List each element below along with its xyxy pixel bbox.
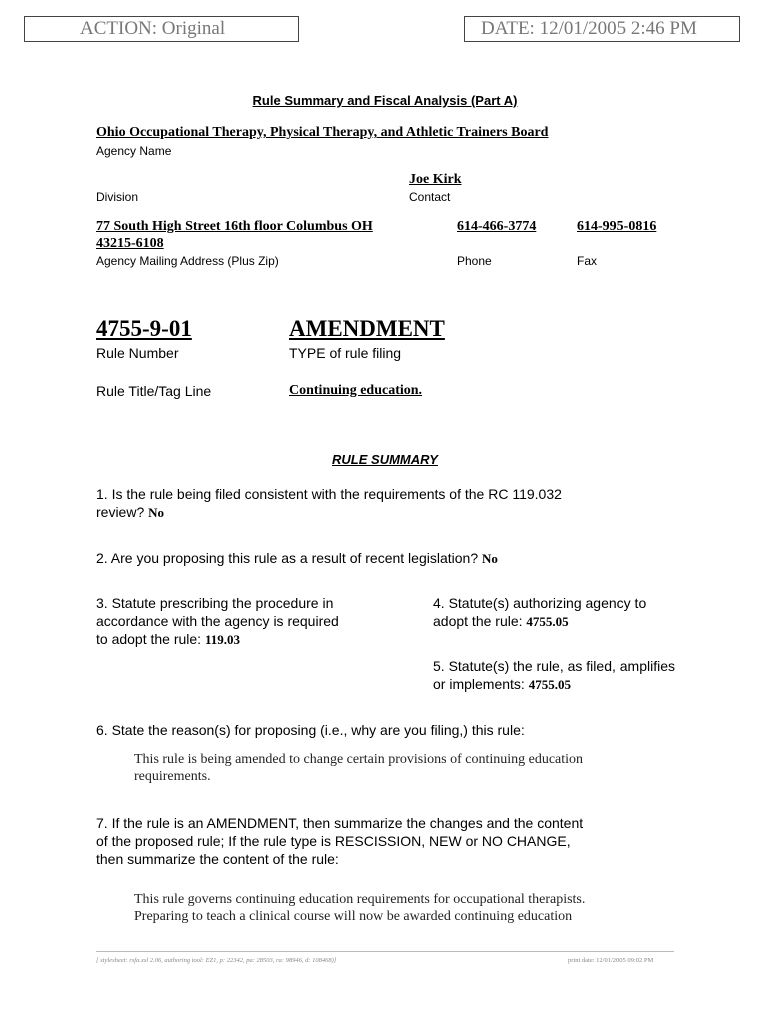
summary-heading: RULE SUMMARY xyxy=(332,452,438,467)
question-7-answer-line-1: This rule governs continuing education requirements for occupational therapists. xyxy=(134,892,586,907)
phone-label: Phone xyxy=(457,254,492,268)
question-5-answer: 4755.05 xyxy=(528,677,571,692)
question-1-line-2: review? xyxy=(96,504,145,520)
contact-name: Joe Kirk xyxy=(409,172,462,187)
question-2-answer: No xyxy=(482,551,498,566)
question-3-line-3: to adopt the rule: xyxy=(96,631,202,647)
footer-stylesheet-info: [ stylesheet: rsfa.xsl 2.06, authoring tool: EZ1, p: 22342, pa: 28503, ra: 98946, d: 108468)] xyxy=(96,957,337,964)
rule-type-label: TYPE of rule filing xyxy=(289,345,402,361)
address-label: Agency Mailing Address (Plus Zip) xyxy=(96,254,279,268)
agency-name: Ohio Occupational Therapy, Physical Therapy, and Athletic Trainers Board xyxy=(96,125,549,140)
question-1 xyxy=(96,485,696,522)
fax-label: Fax xyxy=(577,254,598,268)
question-2-text: 2. Are you proposing this rule as a result of recent legislation? xyxy=(96,550,479,566)
question-4-line-1: 4. Statute(s) authorizing agency to xyxy=(433,595,647,611)
question-4-answer: 4755.05 xyxy=(526,614,569,629)
footer-rule xyxy=(96,951,674,952)
question-4-line-2: adopt the rule: xyxy=(433,613,523,629)
rule-number-label: Rule Number xyxy=(96,345,179,361)
address-line-2: 43215-6108 xyxy=(96,236,164,251)
question-5-line-1: 5. Statute(s) the rule, as filed, amplifies xyxy=(433,658,675,674)
question-5-line-2: or implements: xyxy=(433,676,525,692)
question-7 xyxy=(96,814,716,868)
fax-value: 614-995-0816 xyxy=(577,219,657,234)
agency-name-label: Agency Name xyxy=(96,144,172,158)
footer-print-date: print date: 12/01/2005 09:02 PM xyxy=(568,957,654,964)
question-2 xyxy=(96,549,696,568)
action-box xyxy=(24,16,299,42)
question-1-line-1: 1. Is the rule being filed consistent with the requirements of the RC 119.032 xyxy=(96,486,562,502)
question-6-answer-line-2: requirements. xyxy=(134,769,211,784)
rule-number: 4755-9-01 xyxy=(96,316,192,341)
rule-title: Continuing education. xyxy=(289,383,423,398)
question-3 xyxy=(96,594,416,649)
question-7-line-3: then summarize the content of the rule: xyxy=(96,851,339,867)
question-7-line-1: 7. If the rule is an AMENDMENT, then summarize the changes and the content xyxy=(96,815,584,831)
action-text: ACTION: Original xyxy=(80,18,226,39)
division-label: Division xyxy=(96,190,139,204)
rule-title-label: Rule Title/Tag Line xyxy=(96,383,212,399)
address-line-1: 77 South High Street 16th floor Columbus OH xyxy=(96,219,373,234)
question-1-answer: No xyxy=(148,505,165,520)
question-6-answer xyxy=(134,751,734,785)
page-title: Rule Summary and Fiscal Analysis (Part A) xyxy=(252,93,518,108)
question-4 xyxy=(433,594,733,631)
phone-value: 614-466-3774 xyxy=(457,219,537,234)
date-box xyxy=(464,16,740,42)
question-6-answer-line-1: This rule is being amended to change certain provisions of continuing education xyxy=(134,752,584,767)
question-3-line-1: 3. Statute prescribing the procedure in xyxy=(96,595,334,611)
question-7-answer-line-2: Preparing to teach a clinical course will now be awarded continuing education xyxy=(134,909,573,924)
rule-type: AMENDMENT xyxy=(289,316,445,341)
question-7-line-2: of the proposed rule; If the rule type is RESCISSION, NEW or NO CHANGE, xyxy=(96,833,571,849)
question-5 xyxy=(433,657,733,694)
date-text: DATE: 12/01/2005 2:46 PM xyxy=(481,18,697,39)
question-7-answer xyxy=(134,891,734,925)
question-3-answer: 119.03 xyxy=(204,632,241,647)
question-3-line-2: accordance with the agency is required xyxy=(96,613,339,629)
question-6: 6. State the reason(s) for proposing (i.e., why are you filing,) this rule: xyxy=(96,722,525,738)
contact-label: Contact xyxy=(409,190,451,204)
